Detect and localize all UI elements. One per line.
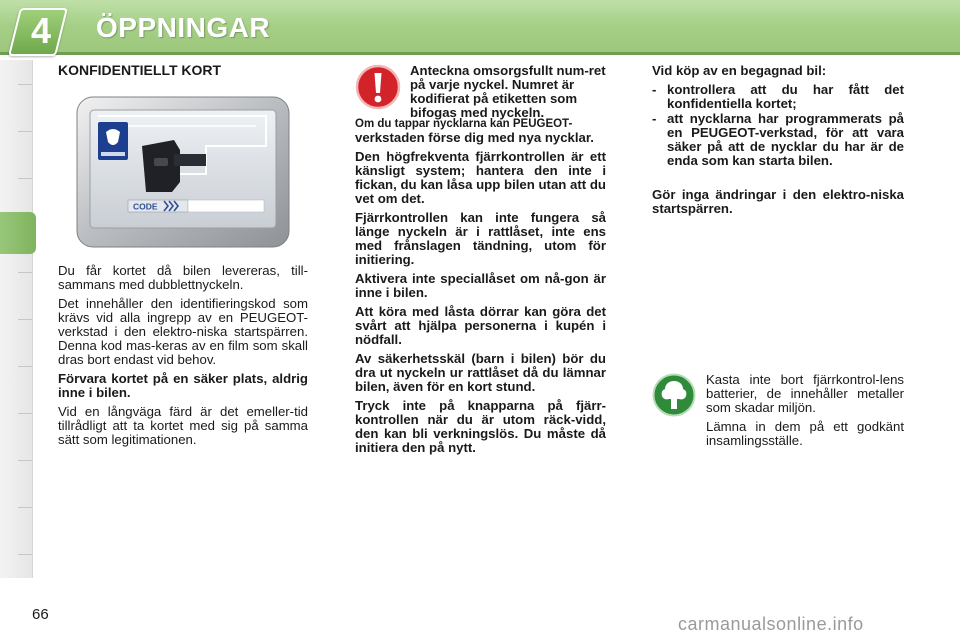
side-tab-mark [18,84,32,85]
list-heading: Vid köp av en begagnad bil: [652,63,827,78]
confidential-card-image [76,96,290,248]
middle-column [355,118,606,460]
list-item-text: att nycklarna har programmerats på en PEUGEOT-verkstad, för att vara säker på att de nycklar du har är de enda som kan starta bilen. [667,111,904,168]
side-tab-mark [18,319,32,320]
paragraph-bold: Förvara kortet på en säker plats, aldrig inne i bilen. [58,371,308,400]
paragraph: Du får kortet då bilen levereras, till-sammans med dubblettnyckeln. [58,263,308,292]
side-tab-mark [18,507,32,508]
paragraph-bold: Den högfrekventa fjärrkontrollen är ett känsligt system; hantera den inte i fickan, du kan låsa upp bilen utan att du vet om det. [355,149,606,206]
paragraph-bold: Fjärrkontrollen kan inte fungera så länge nyckeln är i rattlåset, inte ens med frånslagen tändning, utom för initiering. [355,210,606,267]
environment-note [706,373,904,453]
side-tab-strip [0,60,33,578]
paragraph-small-lead: Om du tappar nycklarna kan PEUGEOT- [355,118,573,130]
paragraph-bold: Tryck inte på knapparna på fjärr-kontrollen när du är utom räck-vidd, den kan bli verkningslös. Du måste då initiera den på nytt. [355,398,606,455]
section-title: KONFIDENTIELLT KORT [58,62,222,78]
list-item-text: kontrollera att du har fått det konfidentiella kortet; [667,82,904,111]
left-column [58,264,308,452]
chapter-title: ÖPPNINGAR [96,12,271,43]
warning-icon [355,64,401,110]
list-item: - att nycklarna har programmerats på en PEUGEOT-verkstad, för att vara säker på att de nycklar du har är de enda som kan starta bilen. [652,111,904,168]
paragraph-bold: Att köra med låsta dörrar kan göra det svårt att hjälpa personerna i kupén i nödfall. [355,304,606,347]
paragraph: Kasta inte bort fjärrkontrol-lens batterier, de innehåller metaller som skadar miljön. [706,372,904,415]
paragraph-bold: verkstaden förse dig med nya nycklar. [355,130,594,145]
side-tab-mark [18,366,32,367]
page-number: 66 [32,606,49,623]
paragraph-bold: Aktivera inte speciallåset om nå-gon är inne i bilen. [355,271,606,300]
side-tab-mark [18,554,32,555]
side-tab-mark [18,131,32,132]
card-code-label: CODE [133,201,158,212]
side-tab-mark [18,413,32,414]
side-tab-mark [18,178,32,179]
tree-icon [652,373,696,417]
paragraph-bold: Av säkerhetsskäl (barn i bilen) bör du dra ut nyckeln ur rattlåset då du lämnar bilen, även för en kort stund. [355,351,606,394]
side-tab-mark [18,272,32,273]
note-paragraph: Gör inga ändringar i den elektro-niska startspärren. [652,187,904,216]
paragraph: Det innehåller den identifieringskod som krävs vid alla ingrepp av en PEUGEOT-verkstad i den elektro-niska startspärren. Denna kod mas-keras av en film som skall dras bort endast vid behov. [58,296,308,367]
side-tab-mark [18,460,32,461]
header-divider [0,52,960,55]
peugeot-logo-icon [98,122,128,160]
side-tab-active[interactable] [0,212,36,254]
warning-note: Anteckna omsorgsfullt num-ret på varje nyckel. Numret är kodifierat på etiketten som bifogas med nyckeln. [410,63,606,120]
list-item: - kontrollera att du har fått det konfidentiella kortet; [652,82,904,111]
paragraph: Lämna in dem på ett godkänt insamlingsställe. [706,419,904,448]
paragraph: Vid en långväga färd är det emeller-tid tillrådligt att ta kortet med sig på samma sätt som legitimationen. [58,404,308,447]
watermark: carmanualsonline.info [678,614,864,634]
chapter-number: 4 [30,10,52,51]
right-column [652,64,904,221]
